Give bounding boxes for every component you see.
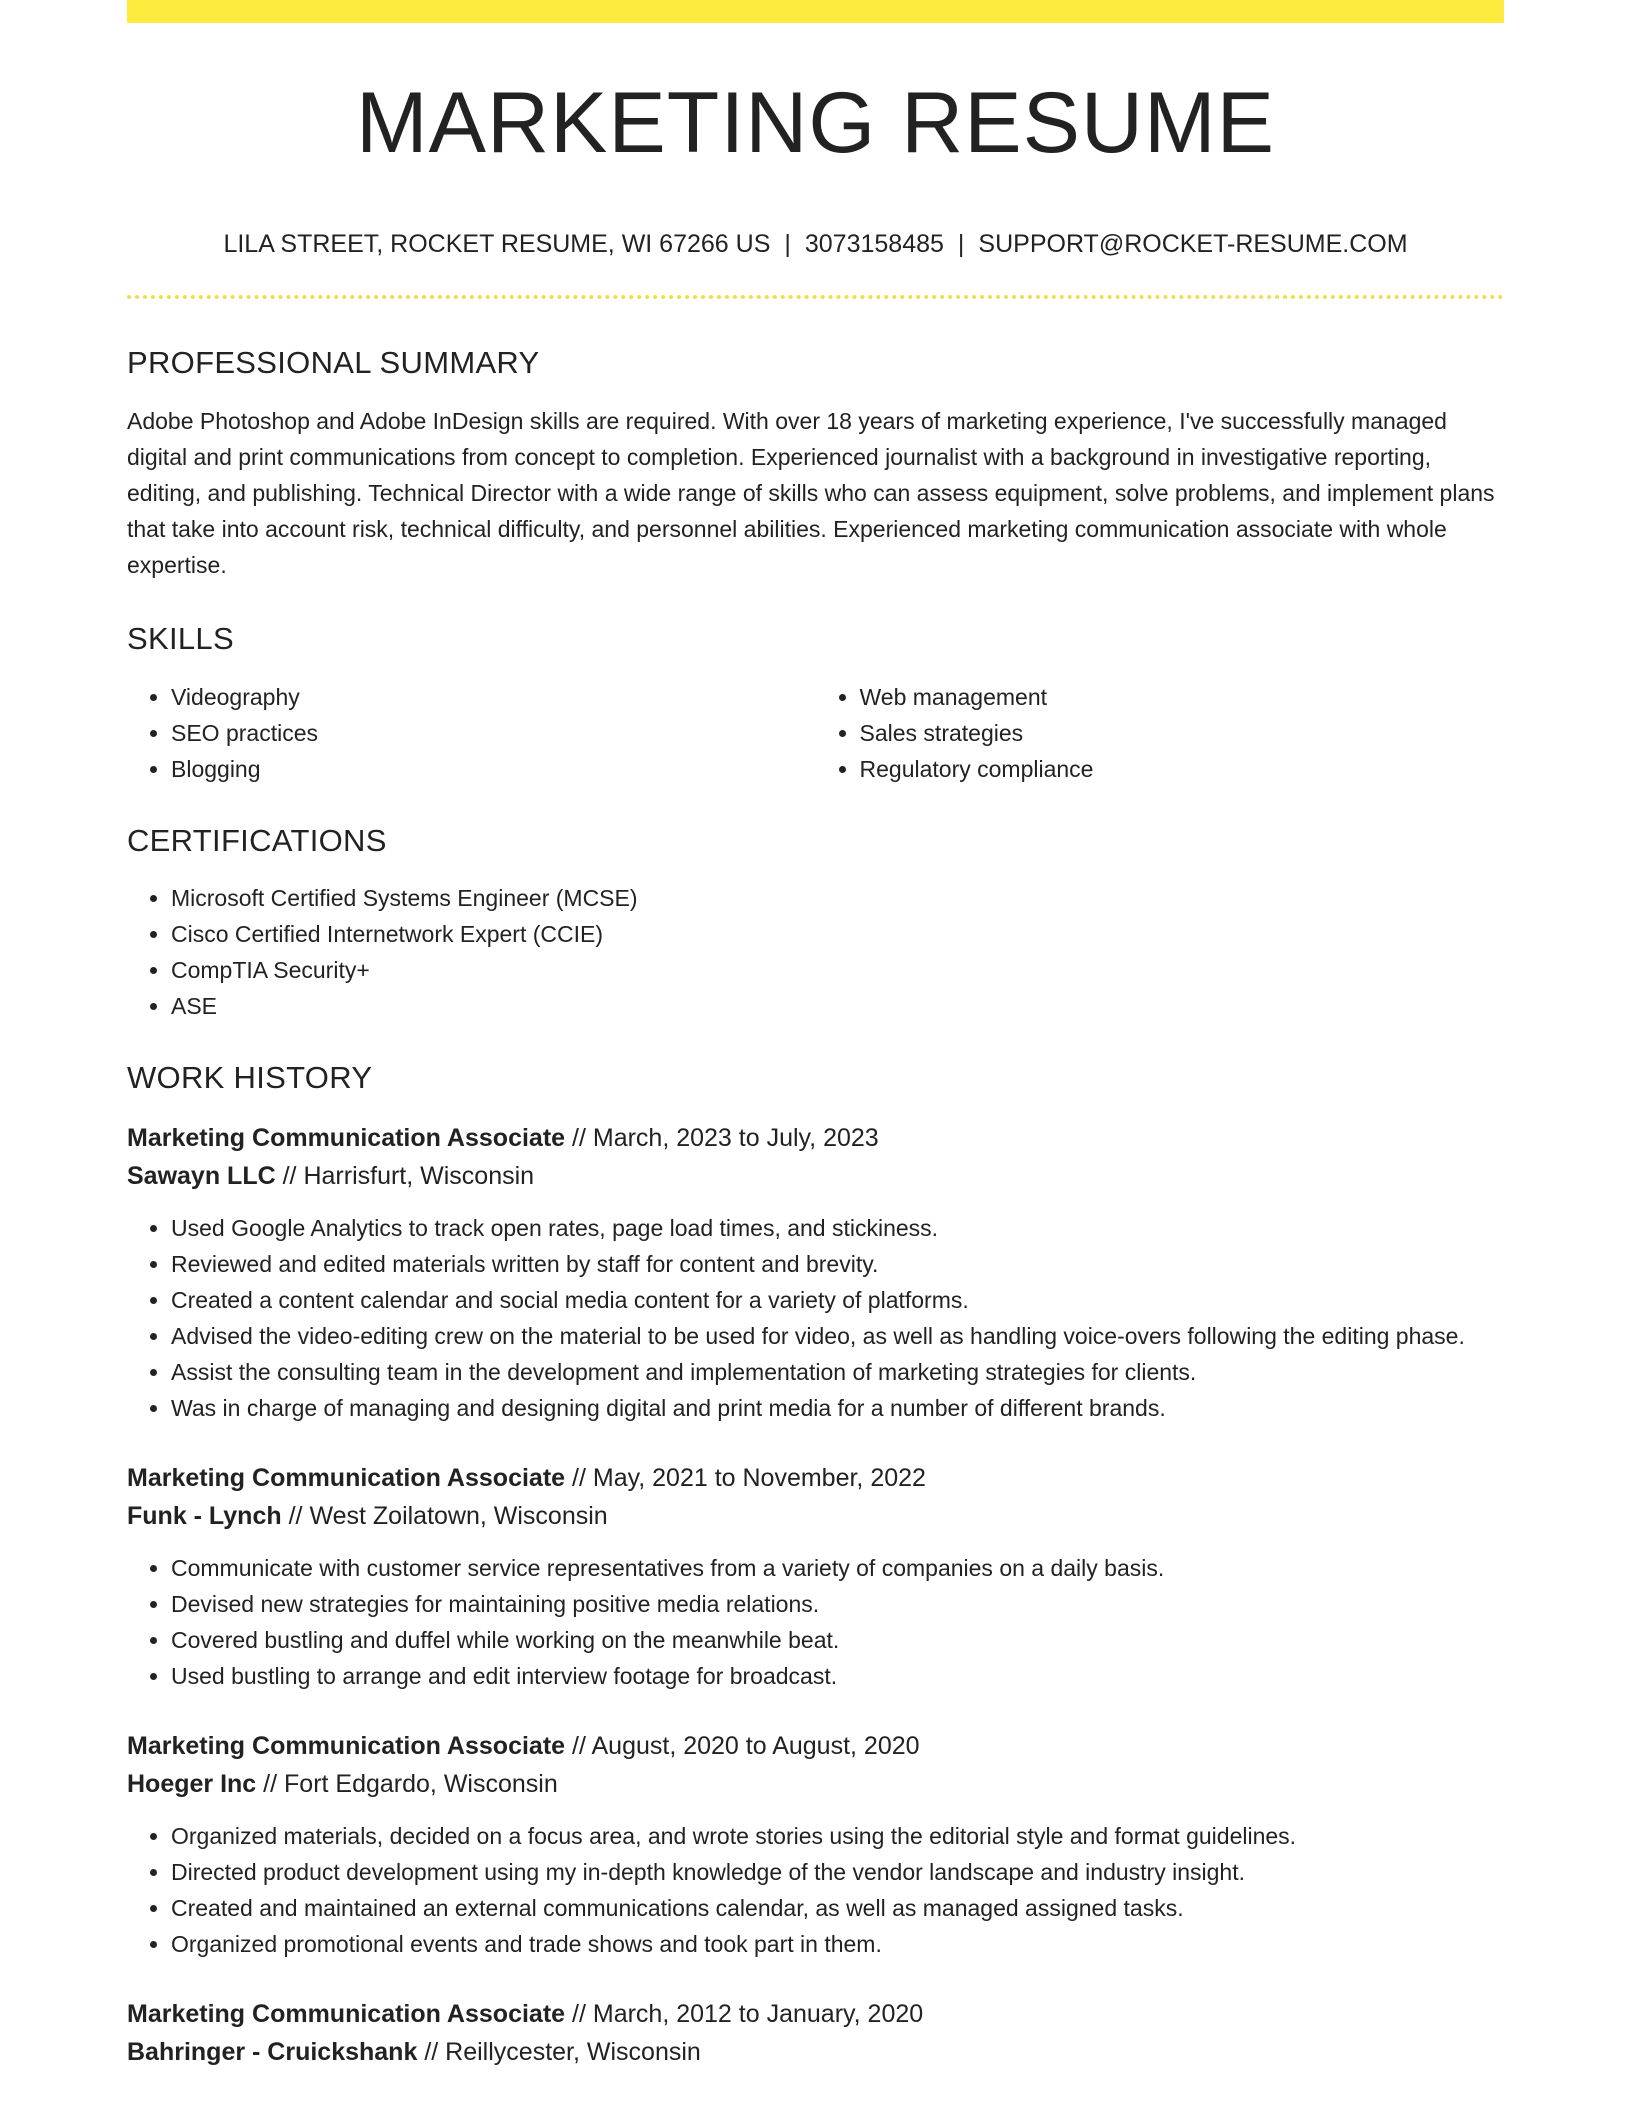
job-title: Marketing Communication Associate xyxy=(127,1464,566,1492)
job-entry xyxy=(127,1727,1504,1962)
skill-item: • Regulatory compliance xyxy=(860,751,1505,787)
job-company: Bahringer - Cruickshank xyxy=(127,2038,418,2066)
work-history-heading: WORK HISTORY xyxy=(127,1060,373,1095)
contact-separator: | xyxy=(957,230,965,258)
job-bullet: • Assist the consulting team in the development and implementation of marketing strategies for clients. xyxy=(171,1354,1504,1390)
job-bullet: • Reviewed and edited materials written by staff for content and brevity. xyxy=(171,1246,1504,1282)
job-bullet: • Covered bustling and duffel while working on the meanwhile beat. xyxy=(171,1622,1504,1658)
job-bullet: • Created and maintained an external communications calendar, as well as managed assigned tasks. xyxy=(171,1890,1504,1926)
job-bullet: • Communicate with customer service representatives from a variety of companies on a daily basis. xyxy=(171,1550,1504,1586)
job-dates: May, 2021 to November, 2022 xyxy=(592,1464,926,1492)
job-bullet: • Organized promotional events and trade shows and took part in them. xyxy=(171,1926,1504,1962)
contact-separator: | xyxy=(784,230,791,258)
contact-address: LILA STREET, ROCKET RESUME, WI 67266 US xyxy=(223,230,771,258)
job-company-line xyxy=(127,1497,1504,1535)
certification-item: • ASE xyxy=(171,988,1504,1024)
job-entry xyxy=(127,1995,1504,2071)
job-bullet: • Devised new strategies for maintaining positive media relations. xyxy=(171,1586,1504,1622)
job-separator: // xyxy=(572,2000,586,2028)
job-bullets xyxy=(127,1818,1504,1962)
job-bullets xyxy=(127,1210,1504,1426)
skill-item: • Sales strategies xyxy=(860,715,1505,751)
job-title-line xyxy=(127,1727,1504,1765)
job-dates: August, 2020 to August, 2020 xyxy=(591,1732,920,1760)
job-separator: // xyxy=(572,1124,586,1152)
job-title-line xyxy=(127,1459,1504,1497)
certification-item: • CompTIA Security+ xyxy=(171,952,1504,988)
job-location: West Zoilatown, Wisconsin xyxy=(309,1502,608,1530)
job-title-line xyxy=(127,1119,1504,1157)
job-company-line xyxy=(127,1765,1504,1803)
resume-page xyxy=(127,0,1504,2071)
job-title: Marketing Communication Associate xyxy=(127,2000,566,2028)
summary-text: Adobe Photoshop and Adobe InDesign skills are required. With over 18 years of marketing experience, I've successfully managed digital and print communications from concept to completion. Experienced journalist with a background in investigative reporting, editing, and publishing. Technical Director with a wide range of skills who can assess equipment, solve problems, and implement plans that take into account risk, technical difficulty, and personnel abilities. Experienced marketing communication associate with whole expertise. xyxy=(127,408,1495,578)
job-title-line xyxy=(127,1995,1504,2033)
job-bullet: • Used Google Analytics to track open rates, page load times, and stickiness. xyxy=(171,1210,1504,1246)
job-separator: // xyxy=(282,1162,297,1190)
resume-title: MARKETING RESUME xyxy=(355,75,1276,171)
certification-item: • Microsoft Certified Systems Engineer (MCSE) xyxy=(171,880,1504,916)
job-company: Funk - Lynch xyxy=(127,1502,282,1530)
skills-columns xyxy=(127,679,1504,787)
job-entry xyxy=(127,1459,1504,1694)
skill-item: • Blogging xyxy=(171,751,816,787)
job-separator: // xyxy=(572,1732,586,1760)
job-dates: March, 2012 to January, 2020 xyxy=(592,2000,924,2028)
job-title: Marketing Communication Associate xyxy=(127,1124,566,1152)
job-entry xyxy=(127,1119,1504,1426)
skills-right-list xyxy=(816,679,1505,787)
job-company-line xyxy=(127,2033,1504,2071)
skills-left-list xyxy=(127,679,816,787)
summary-heading: PROFESSIONAL SUMMARY xyxy=(127,345,540,380)
job-bullet: • Directed product development using my in-depth knowledge of the vendor landscape and industry insight. xyxy=(171,1854,1504,1890)
job-location: Reillycester, Wisconsin xyxy=(445,2038,701,2066)
job-title: Marketing Communication Associate xyxy=(127,1732,566,1760)
certifications-heading: CERTIFICATIONS xyxy=(127,823,387,858)
job-location: Fort Edgardo, Wisconsin xyxy=(284,1770,558,1798)
job-bullet: • Advised the video-editing crew on the material to be used for video, as well as handling voice-overs following the editing phase. xyxy=(171,1318,1504,1354)
job-dates: March, 2023 to July, 2023 xyxy=(592,1124,879,1152)
contact-line xyxy=(127,232,1504,257)
certifications-list xyxy=(127,880,1504,1024)
job-separator: // xyxy=(572,1464,586,1492)
job-separator: // xyxy=(424,2038,439,2066)
job-bullet: • Was in charge of managing and designing digital and print media for a number of different brands. xyxy=(171,1390,1504,1426)
job-company: Sawayn LLC xyxy=(127,1162,276,1190)
job-bullet: • Organized materials, decided on a focus area, and wrote stories using the editorial style and format guidelines. xyxy=(171,1818,1504,1854)
dotted-divider xyxy=(127,295,1504,299)
job-separator: // xyxy=(263,1770,278,1798)
skill-item: • Web management xyxy=(860,679,1505,715)
job-bullets xyxy=(127,1550,1504,1694)
job-separator: // xyxy=(288,1502,303,1530)
job-bullet: • Created a content calendar and social media content for a variety of platforms. xyxy=(171,1282,1504,1318)
certification-item: • Cisco Certified Internetwork Expert (CCIE) xyxy=(171,916,1504,952)
contact-phone: 3073158485 xyxy=(804,230,944,258)
contact-email: SUPPORT@ROCKET-RESUME.COM xyxy=(978,230,1408,258)
job-bullet: • Used bustling to arrange and edit interview footage for broadcast. xyxy=(171,1658,1504,1694)
job-location: Harrisfurt, Wisconsin xyxy=(303,1162,535,1190)
top-accent-bar xyxy=(127,0,1504,23)
skill-item: • SEO practices xyxy=(171,715,816,751)
skill-item: • Videography xyxy=(171,679,816,715)
job-company-line xyxy=(127,1157,1504,1195)
job-company: Hoeger Inc xyxy=(127,1770,257,1798)
skills-heading: SKILLS xyxy=(127,621,234,656)
